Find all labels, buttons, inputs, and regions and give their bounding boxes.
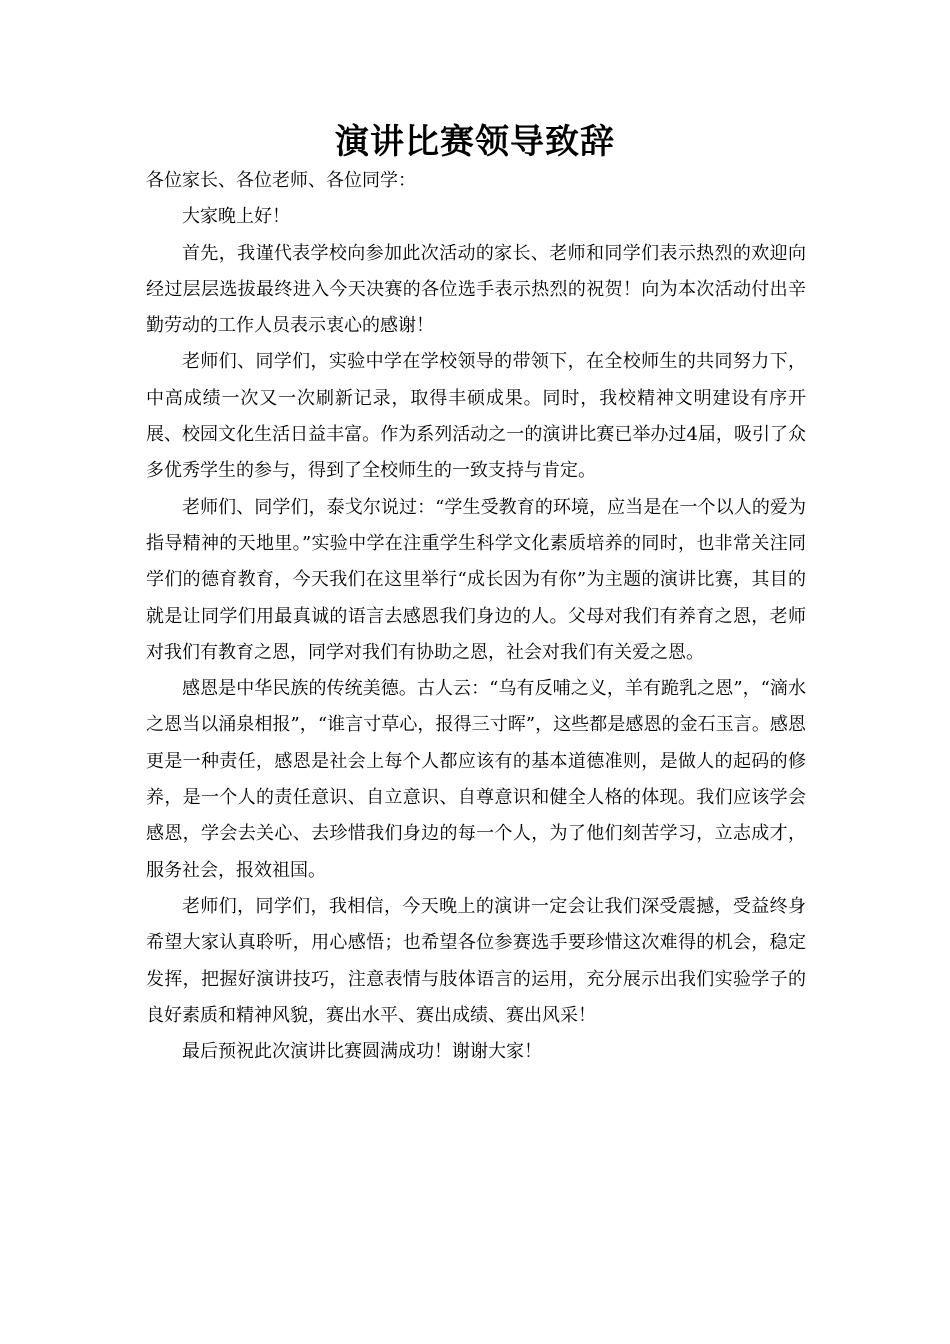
paragraph-gratitude: 感恩是中华民族的传统美德。古人云：“乌有反哺之义，羊有跪乳之恩”，“滴水之恩当以涌泉相报”，“谁言寸草心，报得三寸晖”，这些都是感恩的金石玉言。感恩更是一种责任，感恩是社会上每个人都应该有的基本道德准则，是做人的起码的修养，是一个人的责任意识、自立意识、自尊意识和健全人格的体现。我们应该学会感恩，学会去关心、去珍惜我们身边的每一个人，为了他们刻苦学习，立志成才，服务社会，报效祖国。: [146, 678, 806, 881]
salutation: 各位家长、各位老师、各位同学：: [146, 170, 416, 191]
paragraph-closing: 最后预祝此次演讲比赛圆满成功！谢谢大家！: [182, 1041, 542, 1063]
document-body: [146, 163, 806, 1070]
paragraph-achievements: 老师们、同学们，实验中学在学校领导的带领下，在全校师生的共同努力下，中高成绩一次又一次刷新记录，取得丰硕成果。同时，我校精神文明建设有序开展、校园文化生活日益丰富。作为系列活动之一的演讲比赛已举办过4届，吸引了众多优秀学生的参与，得到了全校师生的一致支持与肯定。: [146, 351, 806, 482]
paragraph-welcome: 首先，我谨代表学校向参加此次活动的家长、老师和同学们表示热烈的欢迎向经过层层选拔最终进入今天决赛的各位选手表示热烈的祝贺！向为本次活动付出辛勤劳动的工作人员表示衷心的感谢！: [146, 242, 806, 337]
document-title: 演讲比赛领导致辞: [335, 122, 615, 162]
paragraph-expectation: 老师们，同学们，我相信，今天晚上的演讲一定会让我们深受震撼，受益终身希望大家认真聆听，用心感悟；也希望各位参赛选手要珍惜这次难得的机会，稳定发挥，把握好演讲技巧，注意表情与肢体语言的运用，充分展示出我们实验学子的良好素质和精神风貌，赛出水平、赛出成绩、赛出风采！: [146, 895, 806, 1026]
paragraph-theme: 老师们、同学们，泰戈尔说过：“学生受教育的环境，应当是在一个以人的爱为指导精神的天地里。”实验中学在注重学生科学文化素质培养的同时，也非常关注同学们的德育教育，今天我们在这里举行“成长因为有你”为主题的演讲比赛，其目的就是让同学们用最真诚的语言去感恩我们身边的人。父母对我们有养育之恩，老师对我们有教育之恩，同学对我们有协助之恩，社会对我们有关爱之恩。: [146, 496, 806, 663]
paragraph-greeting: 大家晚上好！: [182, 206, 290, 228]
